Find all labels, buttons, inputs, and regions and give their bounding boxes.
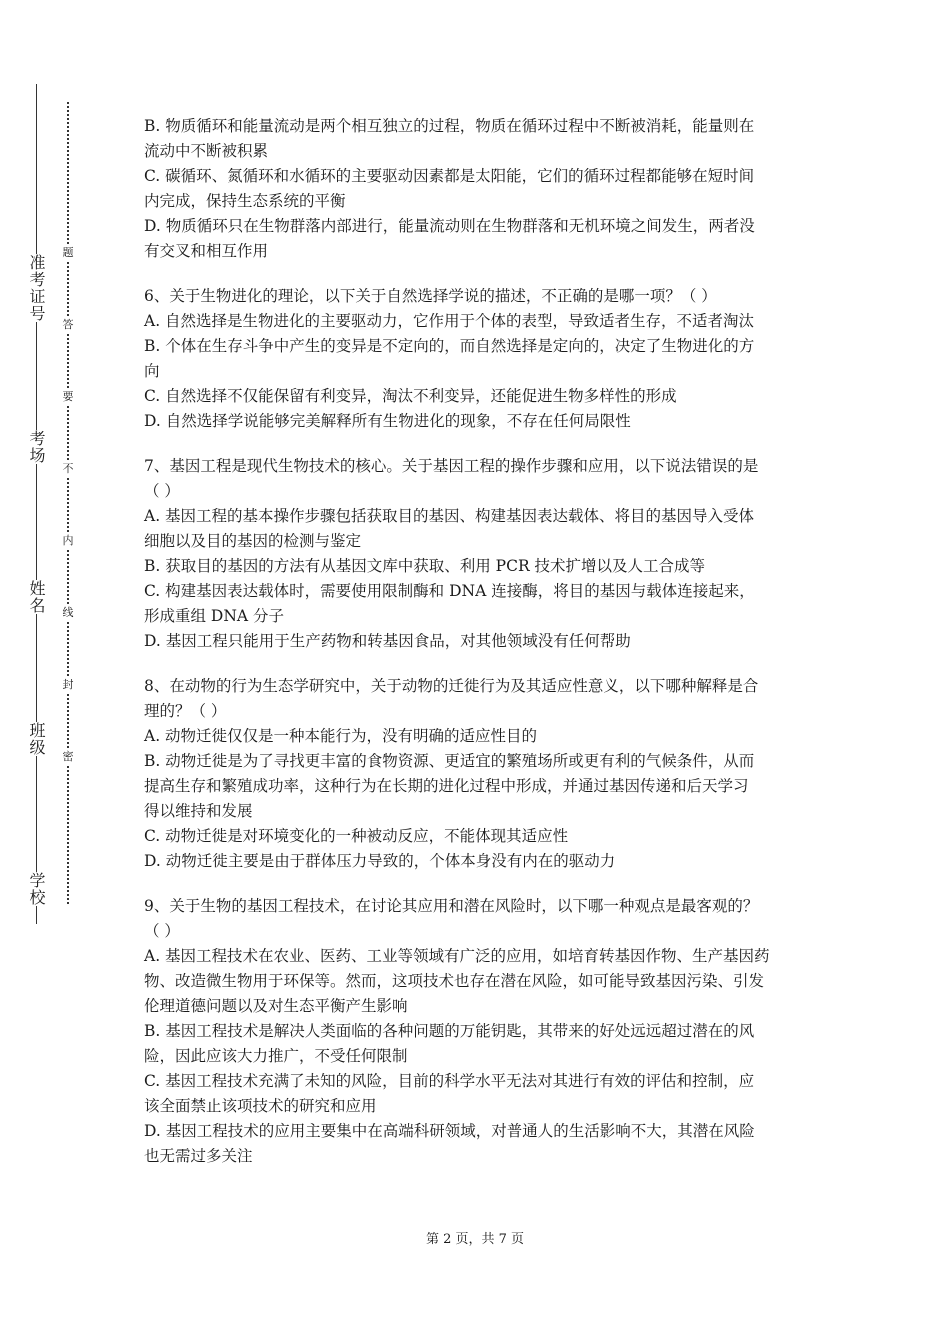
name-label: 姓名: [20, 580, 52, 614]
option-line: 也无需过多关注: [144, 1147, 253, 1165]
binding-solid-line: [36, 84, 37, 924]
option-line: 向: [144, 362, 160, 380]
option-line: 该全面禁止该项技术的研究和应用: [144, 1097, 377, 1115]
option-line: 伦理道德问题以及对生态平衡产生影响: [144, 997, 408, 1015]
question-content: [144, 114, 810, 1189]
option-line: C. 基因工程技术充满了未知的风险，目前的科学水平无法对其进行有效的评估和控制，应: [144, 1072, 755, 1090]
option-line: D. 基因工程技术的应用主要集中在高端科研领域，对普通人的生活影响不大，其潜在风险: [144, 1122, 755, 1140]
option-line: 提高生存和繁殖成功率，这种行为在长期的进化过程中形成，并通过基因传递和后天学习: [144, 777, 749, 795]
question-6: [144, 284, 810, 434]
question-7: [144, 454, 810, 654]
option-line: B. 基因工程技术是解决人类面临的各种问题的万能钥匙，其带来的好处远远超过潜在的风: [144, 1022, 755, 1040]
question-stem: （ ）: [144, 922, 180, 940]
seal-dotted-line: [67, 102, 69, 904]
option-line: D. 自然选择学说能够完美解释所有生物进化的现象，不存在任何局限性: [144, 412, 631, 430]
option-line: C. 碳循环、氮循环和水循环的主要驱动因素都是太阳能，它们的循环过程都能够在短时间: [144, 167, 755, 185]
exam-room-label: 考场: [20, 430, 52, 464]
seal-char: 密: [60, 750, 76, 764]
seal-char: 题: [60, 246, 76, 260]
option-line: D. 物质循环只在生物群落内部进行，能量流动则在生物群落和无机环境之间发生，两者没: [144, 217, 755, 235]
option-line: 得以维持和发展: [144, 802, 253, 820]
option-line: 内完成，保持生态系统的平衡: [144, 192, 346, 210]
option-line: 有交叉和相互作用: [144, 242, 269, 260]
seal-char: 线: [60, 606, 76, 620]
option-line: 形成重组 DNA 分子: [144, 607, 285, 625]
seal-char: 答: [60, 318, 76, 332]
option-line: 物、改造微生物用于环保等。然而，这项技术也存在潜在风险，如可能导致基因污染、引发: [144, 972, 765, 990]
question-stem: 6、关于生物进化的理论，以下关于自然选择学说的描述，不正确的是哪一项？（ ）: [144, 287, 717, 305]
option-line: C. 动物迁徙是对环境变化的一种被动反应，不能体现其适应性: [144, 827, 569, 845]
option-line: 细胞以及目的基因的检测与鉴定: [144, 532, 362, 550]
question-8: [144, 674, 810, 874]
question-5-continued: [144, 114, 810, 264]
seal-char: 要: [60, 390, 76, 404]
seal-char: 内: [60, 534, 76, 548]
option-line: A. 动物迁徙仅仅是一种本能行为，没有明确的适应性目的: [144, 727, 538, 745]
question-stem: （ ）: [144, 482, 180, 500]
option-line: 流动中不断被积累: [144, 142, 269, 160]
option-line: B. 个体在生存斗争中产生的变异是不定向的，而自然选择是定向的，决定了生物进化的方: [144, 337, 755, 355]
option-line: D. 动物迁徙主要是由于群体压力导致的，个体本身没有内在的驱动力: [144, 852, 616, 870]
option-line: B. 获取目的基因的方法有从基因文库中获取、利用 PCR 技术扩增以及人工合成等: [144, 557, 706, 575]
question-stem: 9、关于生物的基因工程技术，在讨论其应用和潜在风险时，以下哪一种观点是最客观的？: [144, 897, 759, 915]
option-line: A. 基因工程的基本操作步骤包括获取目的基因、构建基因表达载体、将目的基因导入受体: [144, 507, 755, 525]
seal-char: 封: [60, 678, 76, 692]
option-line: B. 物质循环和能量流动是两个相互独立的过程，物质在循环过程中不断被消耗，能量则在: [144, 117, 755, 135]
question-stem: 8、在动物的行为生态学研究中，关于动物的迁徙行为及其适应性意义，以下哪种解释是合: [144, 677, 759, 695]
question-stem: 理的？（ ）: [144, 702, 227, 720]
page-footer: 第 2 页，共 7 页: [425, 1232, 525, 1247]
binding-margin: [0, 0, 110, 1344]
question-9: [144, 894, 810, 1169]
school-label: 学校: [20, 872, 52, 906]
class-label: 班级: [20, 722, 52, 756]
option-line: B. 动物迁徙是为了寻找更丰富的食物资源、更适宜的繁殖场所或更有利的气候条件，从而: [144, 752, 755, 770]
question-stem: 7、基因工程是现代生物技术的核心。关于基因工程的操作步骤和应用，以下说法错误的是: [144, 457, 759, 475]
option-line: C. 构建基因表达载体时，需要使用限制酶和 DNA 连接酶，将目的基因与载体连接起来，: [144, 582, 755, 600]
seal-char: 不: [60, 462, 76, 476]
option-line: A. 自然选择是生物进化的主要驱动力，它作用于个体的表型，导致适者生存，不适者淘汰: [144, 312, 755, 330]
option-line: D. 基因工程只能用于生产药物和转基因食品，对其他领域没有任何帮助: [144, 632, 631, 650]
option-line: 险，因此应该大力推广，不受任何限制: [144, 1047, 408, 1065]
option-line: A. 基因工程技术在农业、医药、工业等领域有广泛的应用，如培育转基因作物、生产基因药: [144, 947, 770, 965]
exam-number-label: 准考证号: [20, 254, 52, 322]
option-line: C. 自然选择不仅能保留有利变异，淘汰不利变异，还能促进生物多样性的形成: [144, 387, 677, 405]
